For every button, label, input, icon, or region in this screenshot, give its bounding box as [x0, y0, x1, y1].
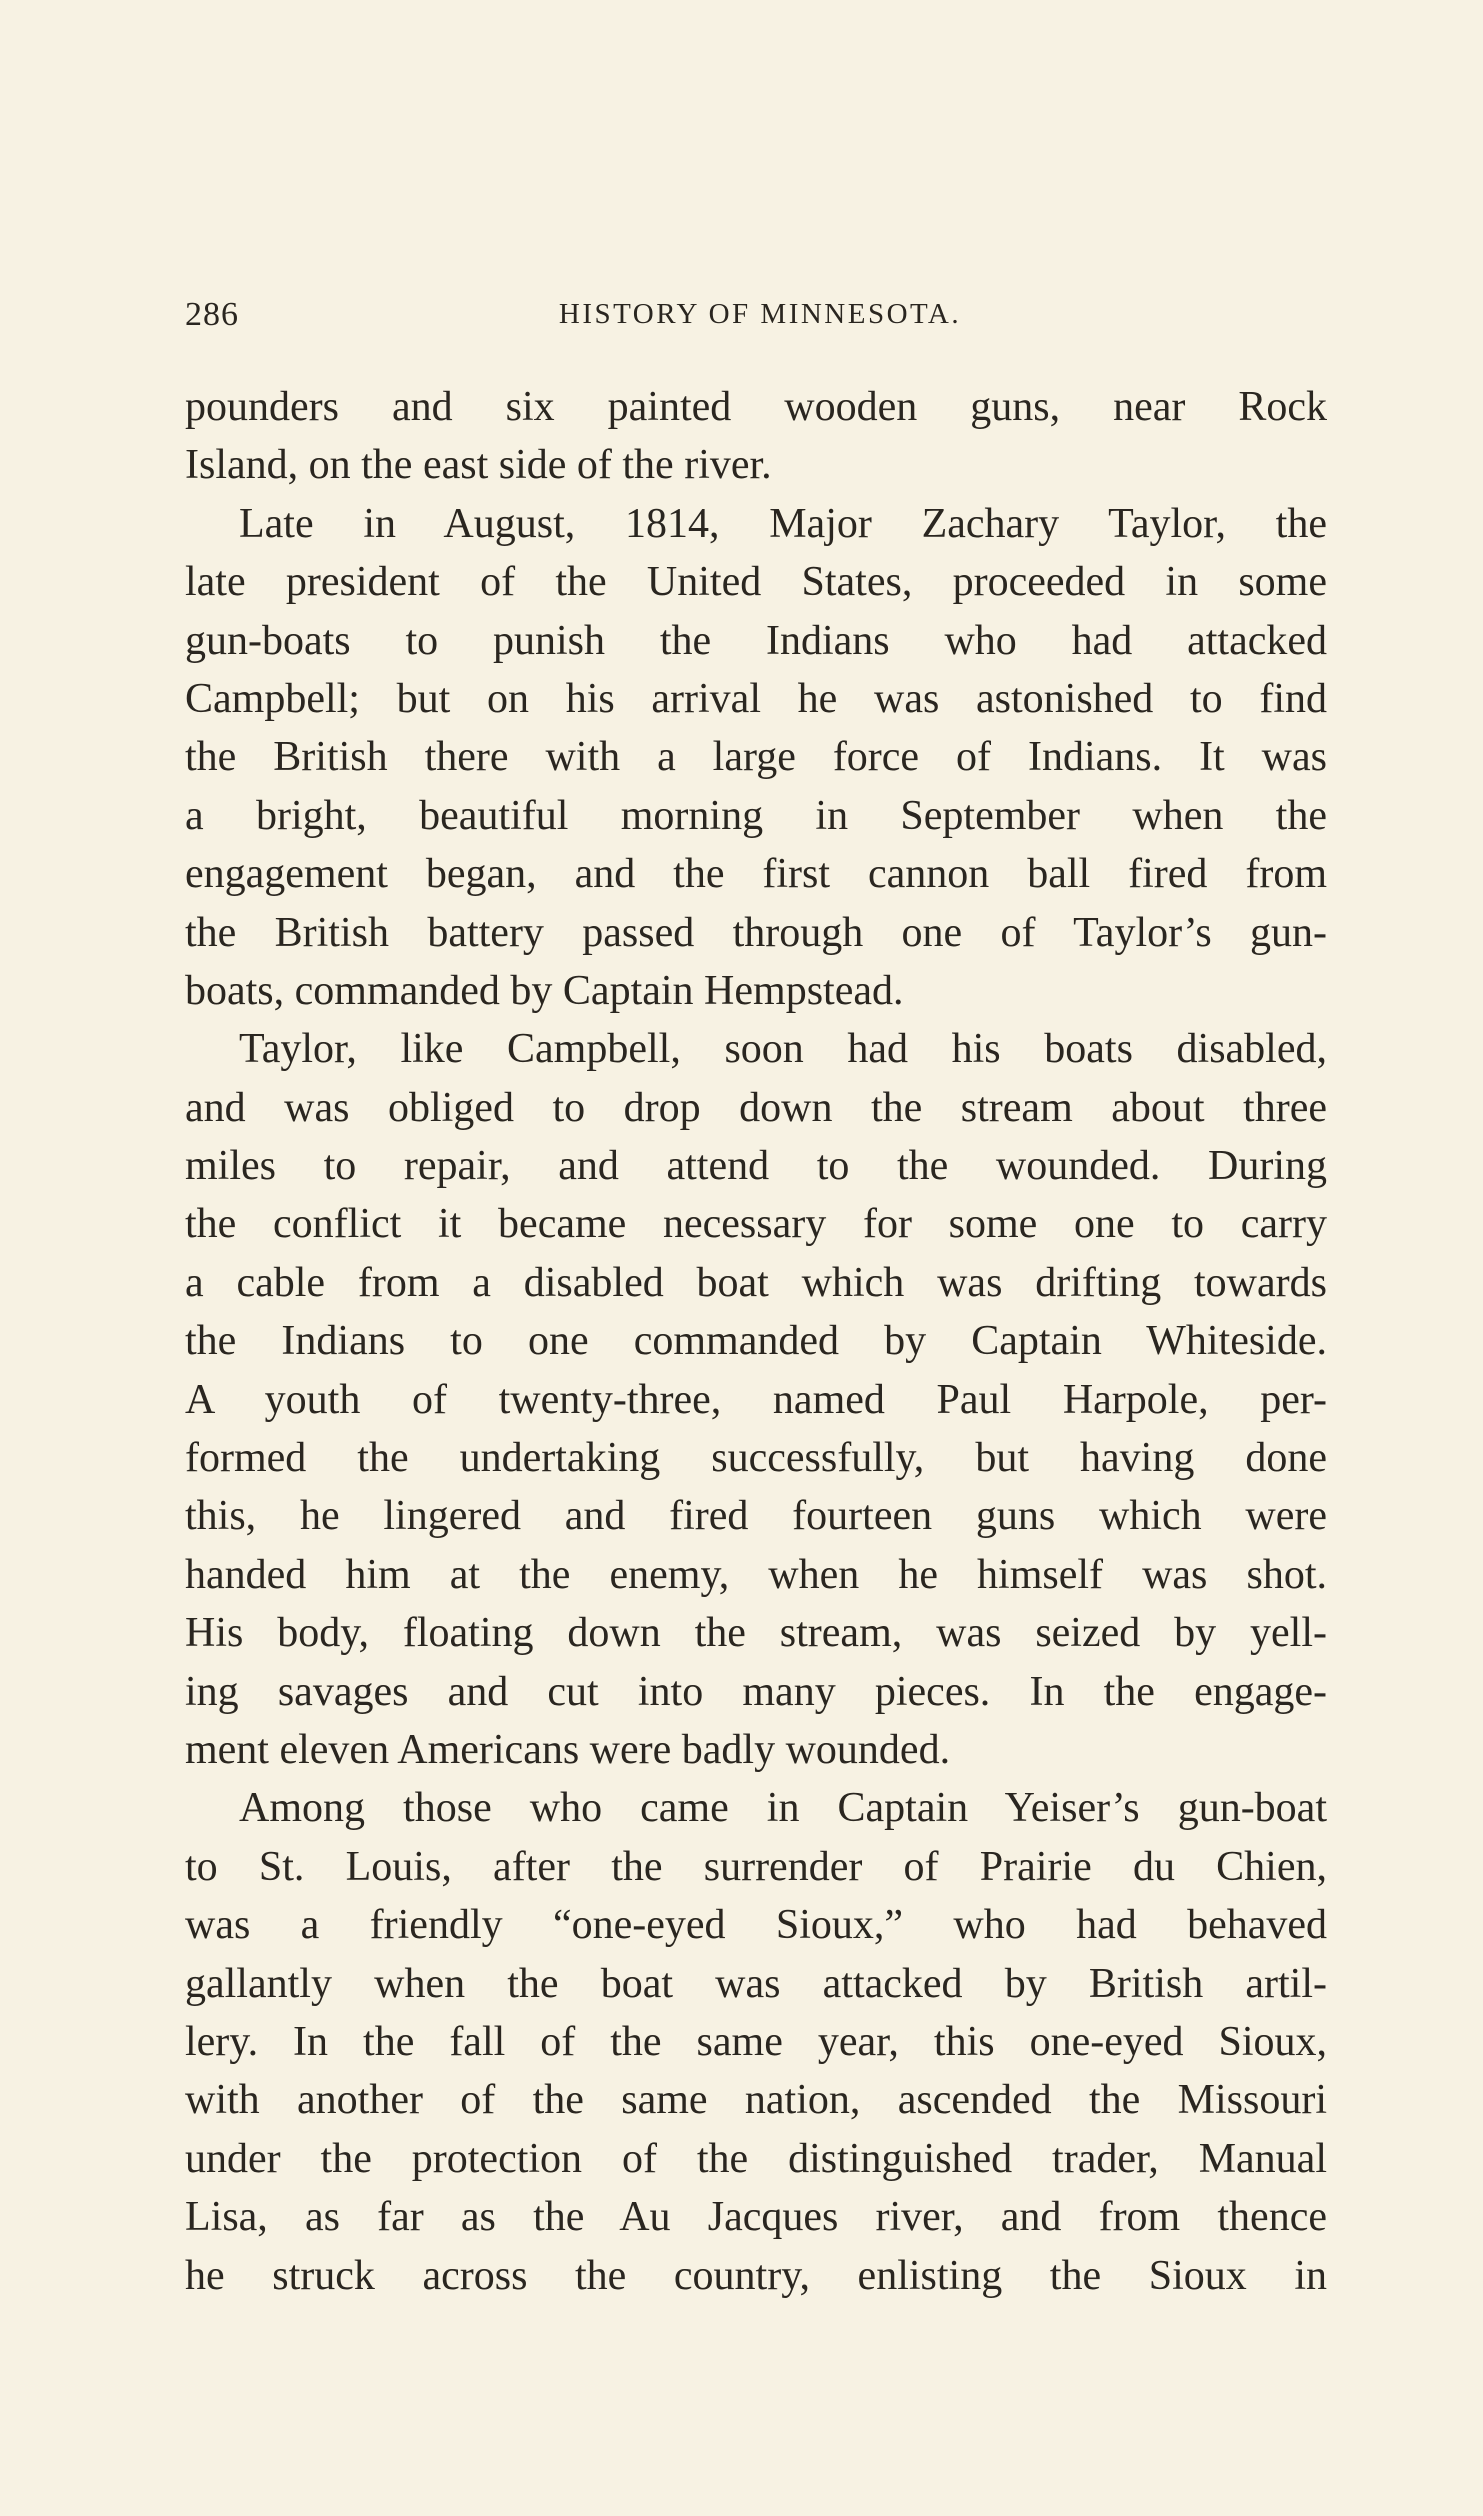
- text-line: miles to repair, and attend to the wounded. During: [185, 1143, 1327, 1190]
- text-line: a cable from a disabled boat which was drifting towards: [185, 1259, 1327, 1306]
- text-line: the British battery passed through one of Taylor’s gun-: [185, 909, 1327, 956]
- running-head: HISTORY OF MINNESOTA.: [558, 298, 962, 330]
- text-line: with another of the same nation, ascended the Missouri: [185, 2077, 1327, 2124]
- text-line: boats, commanded by Captain Hempstead.: [185, 967, 904, 1014]
- text-line: the conflict it became necessary for some one to carry: [185, 1201, 1327, 1248]
- text-line: Island, on the east side of the river.: [185, 442, 772, 489]
- page-header: [185, 296, 1335, 344]
- text-line: pounders and six painted wooden guns, near Rock: [185, 384, 1327, 430]
- text-line: engagement began, and the first cannon ball fired from: [185, 851, 1327, 898]
- text-line: to St. Louis, after the surrender of Prairie du Chien,: [185, 1843, 1327, 1890]
- text-line: formed the undertaking successfully, but having done: [185, 1435, 1327, 1482]
- text-line: gallantly when the boat was attacked by British artil-: [185, 1960, 1327, 2007]
- text-line: Taylor, like Campbell, soon had his boats disabled,: [239, 1026, 1327, 1073]
- text-line: ing savages and cut into many pieces. In the engage-: [185, 1668, 1327, 1715]
- text-line: he struck across the country, enlisting the Sioux in: [185, 2252, 1327, 2299]
- text-line: ment eleven Americans were badly wounded.: [185, 1726, 951, 1773]
- text-line: Campbell; but on his arrival he was astonished to find: [185, 675, 1327, 722]
- text-line: Among those who came in Captain Yeiser’s gun-boat: [239, 1785, 1327, 1832]
- text-line: lery. In the fall of the same year, this one-eyed Sioux,: [185, 2018, 1327, 2065]
- text-line: Lisa, as far as the Au Jacques river, and from thence: [185, 2194, 1327, 2241]
- text-line: was a friendly “one-eyed Sioux,” who had behaved: [185, 1902, 1327, 1949]
- text-line: late president of the United States, proceeded in some: [185, 559, 1327, 606]
- text-line: the British there with a large force of Indians. It was: [185, 734, 1327, 781]
- page-number: 286: [185, 296, 239, 333]
- text-line: His body, floating down the stream, was seized by yell-: [185, 1610, 1327, 1657]
- text-line: a bright, beautiful morning in September when the: [185, 792, 1327, 839]
- text-line: handed him at the enemy, when he himself was shot.: [185, 1551, 1327, 1598]
- text-line: this, he lingered and fired fourteen guns which were: [185, 1493, 1327, 1540]
- body-text: [185, 378, 1327, 2305]
- text-line: Late in August, 1814, Major Zachary Taylor, the: [239, 500, 1327, 547]
- text-line: under the protection of the distinguished trader, Manual: [185, 2135, 1327, 2182]
- text-line: and was obliged to drop down the stream about three: [185, 1084, 1327, 1131]
- text-line: A youth of twenty-three, named Paul Harpole, per-: [185, 1376, 1327, 1423]
- text-line: the Indians to one commanded by Captain Whiteside.: [185, 1318, 1327, 1365]
- text-line: gun-boats to punish the Indians who had attacked: [185, 617, 1327, 664]
